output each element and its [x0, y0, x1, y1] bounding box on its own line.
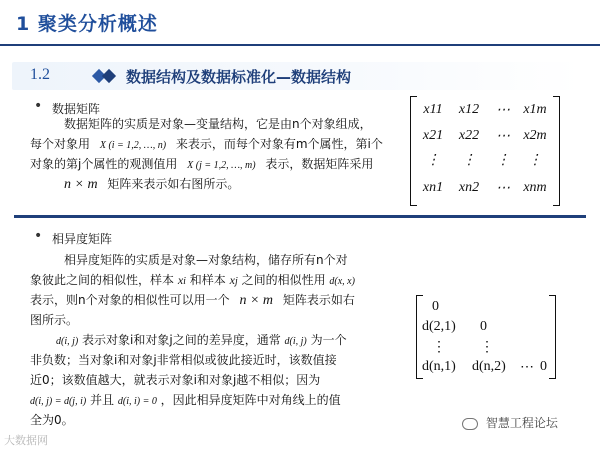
matrix-cell: ⋮ — [496, 153, 510, 168]
text-span: 矩阵来表示如右图所示。 — [107, 177, 240, 191]
matrix-cell: x21 — [422, 128, 444, 143]
text-span: 之间的相似性用 — [241, 273, 326, 287]
diamond-icon — [102, 69, 116, 83]
text-span: ，因此相异度矩阵中对角线上的值 — [160, 393, 341, 407]
math-expression: d(i, j) — [56, 336, 79, 347]
paragraph-line: 非负数；当对象i和对象j非常相似或彼此接近时，该数值接 — [30, 353, 337, 367]
matrix-cell: ⋯ — [496, 181, 510, 196]
paragraph-line — [30, 154, 373, 176]
math-expression: d(i, j) — [284, 336, 307, 347]
matrix-cell: d(2,1) — [422, 319, 456, 334]
matrix-cell: x1m — [523, 102, 547, 117]
bullet-heading-dissimilarity-matrix: 相异度矩阵 — [52, 232, 113, 246]
paragraph-line — [56, 330, 347, 352]
paragraph-line — [30, 390, 341, 412]
math-expression: n × m — [239, 293, 273, 308]
paragraph-line — [30, 134, 383, 156]
section-bar — [12, 62, 582, 90]
math-expression: n × m — [64, 177, 98, 192]
matrix-cell: x12 — [458, 102, 480, 117]
matrix-cell: d(n,1) — [422, 359, 456, 374]
math-expression: d(i, j) = d(j, i) — [30, 396, 87, 407]
paragraph-line — [30, 290, 355, 311]
watermark-text: 智慧工程论坛 — [485, 416, 558, 430]
section-number: 1.2 — [30, 66, 50, 83]
matrix-cell: ⋯ — [520, 360, 534, 375]
text-span: 对象的第j个属性的观测值用 — [30, 157, 178, 171]
paragraph-line: 数据矩阵的实质是对象—变量结构，它是由n个对象组成， — [64, 117, 372, 131]
matrix-cell: 0 — [432, 299, 439, 314]
text-span: 为一个 — [310, 333, 347, 347]
matrix-cell: xn2 — [458, 180, 480, 195]
matrix-cell: xnm — [523, 180, 547, 195]
paragraph-line — [64, 174, 239, 195]
matrix-cell: ⋮ — [462, 153, 476, 168]
text-span: 表示对象i和对象j之间的差异度，通常 — [82, 333, 281, 347]
math-expression: d(x, x) — [329, 276, 355, 287]
matrix-cell: ⋮ — [528, 153, 542, 168]
wechat-icon — [462, 418, 478, 430]
slide-header — [0, 0, 600, 46]
watermark-left: 大数据网 — [4, 434, 48, 447]
matrix-cell: xn1 — [422, 180, 444, 195]
matrix-cell: x11 — [423, 102, 443, 117]
math-expression: d(i, i) = 0 — [117, 396, 157, 407]
paragraph-line: 图所示。 — [30, 313, 79, 327]
text-span: 表示，则n个对象的相似性可以用一个 — [30, 293, 230, 307]
matrix-cell: ⋯ — [496, 103, 510, 118]
text-span: 来表示，而每个对象有m个属性，第i个 — [175, 137, 383, 151]
matrix-cell: x2m — [523, 128, 547, 143]
text-span: 并且 — [90, 393, 115, 407]
matrix-cell: ⋮ — [432, 340, 446, 355]
data-matrix — [410, 96, 560, 206]
matrix-cell: 0 — [540, 359, 547, 374]
matrix-cell: d(n,2) — [472, 359, 506, 374]
matrix-cell: x22 — [458, 128, 480, 143]
slide-title: 1 聚类分析概述 — [16, 13, 158, 35]
section-divider — [14, 215, 586, 218]
paragraph-line: 象彼此之间的相似性，样本 xi 和样本 xj 之间的相似性用 d(x, x) — [30, 273, 355, 287]
paragraph-line: 全为0。 — [30, 413, 74, 427]
matrix-cell: ⋯ — [496, 129, 510, 144]
matrix-bracket — [549, 295, 556, 379]
math-expression: X (j = 1,2, …, m) — [187, 160, 256, 171]
math-expression: X (i = 1,2, …, n) — [99, 140, 167, 151]
math-expression: x — [177, 273, 184, 287]
matrix-cell: ⋮ — [426, 153, 440, 168]
matrix-cell: 0 — [480, 319, 487, 334]
text-span: 矩阵表示如右 — [282, 293, 355, 307]
text-span: 表示，数据矩阵采用 — [265, 157, 374, 171]
paragraph-line: 近0；该数值越大，就表示对象i和对象j越不相似；因为 — [30, 373, 321, 387]
text-span: 和样本 — [189, 273, 226, 287]
math-expression: x — [229, 273, 235, 287]
bullet-icon: • — [34, 228, 43, 244]
text-span: 象彼此之间的相似性，样本 — [30, 273, 175, 287]
section-title: 数据结构及数据标准化—数据结构 — [126, 68, 352, 86]
watermark-right — [462, 414, 558, 431]
text-span: 每个对象用 — [30, 137, 91, 151]
bullet-heading-data-matrix: 数据矩阵 — [52, 102, 101, 116]
matrix-bracket — [553, 96, 560, 206]
bullet-icon: • — [34, 98, 43, 114]
matrix-cell: ⋮ — [480, 340, 494, 355]
paragraph-line: 相异度矩阵的实质是对象—对象结构，储存所有n个对 — [64, 253, 348, 267]
dissimilarity-matrix — [416, 295, 556, 379]
